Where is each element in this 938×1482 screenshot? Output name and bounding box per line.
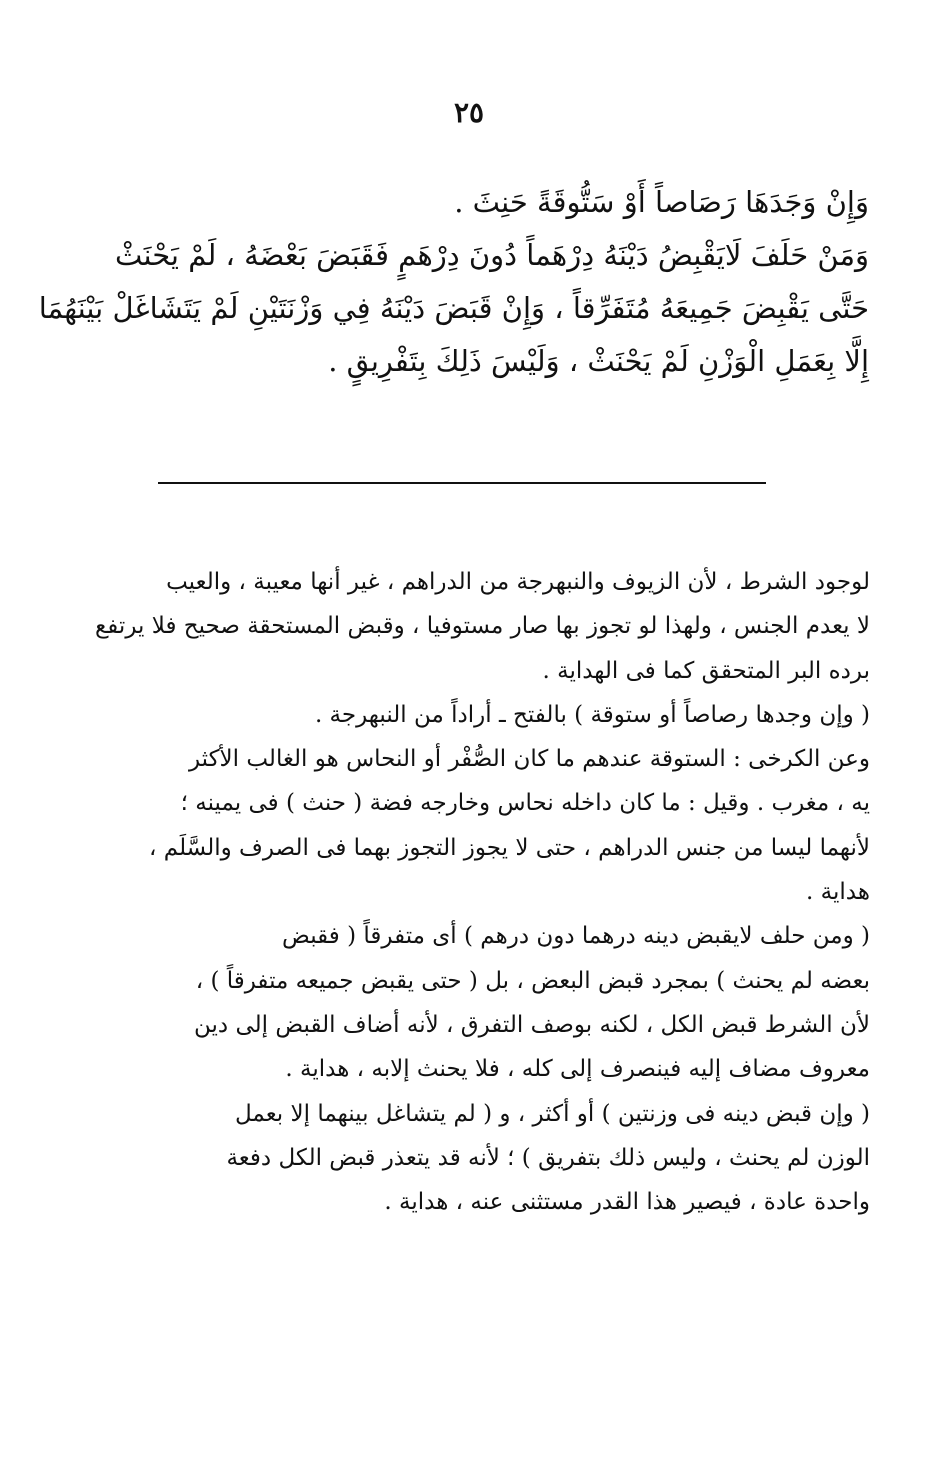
commentary-line: ( وإن وجدها رصاصاً أو ستوقة ) بالفتح ـ أراداً من النبهرجة . bbox=[314, 701, 870, 728]
commentary-line: بعضه لم يحنث ) بمجرد قبض البعض ، بل ( حتى يقبض جميعه متفرقاً ) ، bbox=[195, 967, 870, 994]
commentary-line: ( وإن قبض دينه فى وزنتين ) أو أكثر ، و ( لم يتشاغل بينهما إلا بعمل bbox=[234, 1100, 870, 1127]
main-text bbox=[38, 176, 869, 388]
commentary-line: وعن الكرخى : الستوقة عندهم ما كان الصُّفْر أو النحاس هو الغالب الأكثر bbox=[188, 746, 870, 773]
page-number: ٢٥ bbox=[453, 96, 485, 129]
commentary-line: لأنهما ليسا من جنس الدراهم ، حتى لا يجوز التجوز بهما فى الصرف والسَّلَم ، bbox=[149, 834, 870, 861]
commentary-text bbox=[95, 560, 870, 1224]
commentary-line: الوزن لم يحنث ، وليس ذلك بتفريق ) ؛ لأنه قد يتعذر قبض الكل دفعة bbox=[226, 1144, 870, 1171]
commentary-line: لأن الشرط قبض الكل ، لكنه بوصف التفرق ، لأنه أضاف القبض إلى دين bbox=[193, 1011, 870, 1038]
main-text-line: إِلَّا بِعَمَلِ الْوَزْنِ لَمْ يَحْنَثْ ، وَلَيْسَ ذَلِكَ بِتَفْرِيقٍ . bbox=[328, 344, 869, 378]
commentary-line: لوجود الشرط ، لأن الزيوف والنبهرجة من الدراهم ، غير أنها معيبة ، والعيب bbox=[166, 569, 870, 595]
commentary-line: يه ، مغرب . وقيل : ما كان داخله نحاس وخارجه فضة ( حنث ) فى يمينه ؛ bbox=[180, 790, 870, 817]
commentary-line: واحدة عادة ، فيصير هذا القدر مستثنى عنه ، هداية . bbox=[384, 1189, 870, 1216]
section-divider bbox=[158, 482, 766, 484]
commentary-line: برده البر المتحقق كما فى الهداية . bbox=[542, 657, 870, 684]
main-text-line: حَتَّى يَقْبِضَ جَمِيعَهُ مُتَفَرِّقاً ، وَإِنْ قَبَضَ دَيْنَهُ فِي وَزْنَتَيْنِ لَمْ يَتَشَاغَلْ بَيْنَهُمَا bbox=[38, 291, 869, 325]
commentary-line: لا يعدم الجنس ، ولهذا لو تجوز بها صار مستوفيا ، وقبض المستحقة صحيح فلا يرتفع bbox=[95, 613, 870, 640]
commentary-line: هداية . bbox=[806, 879, 870, 906]
main-text-line: وَإِنْ وَجَدَهَا رَصَاصاً أَوْ سَتُّوقَةً حَنِثَ . bbox=[454, 185, 869, 219]
main-text-line: وَمَنْ حَلَفَ لَايَقْبِضُ دَيْنَهُ دِرْهَماً دُونَ دِرْهَمٍ فَقَبَضَ بَعْضَهُ ، لَمْ يَحْنَثْ bbox=[114, 238, 869, 272]
commentary-line: معروف مضاف إليه فينصرف إلى كله ، فلا يحنث إلابه ، هداية . bbox=[285, 1056, 870, 1083]
commentary-line: ( ومن حلف لايقبض دينه درهما دون درهم ) أى متفرقاً ( فقبض bbox=[282, 923, 870, 950]
